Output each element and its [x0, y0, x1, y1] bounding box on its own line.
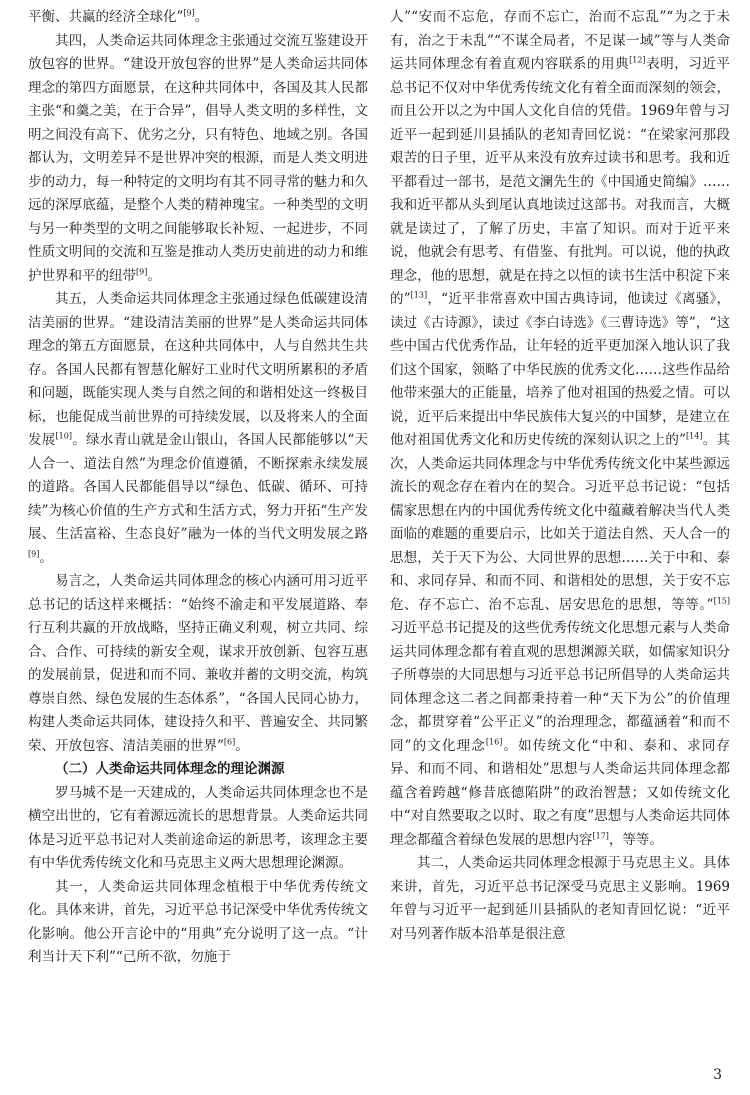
paragraph-text: 。如传统文化“中和、泰和、求同存异、和而不同、和谐相处”思想与人类命运共同体理念都蕴含着跨越“修昔底德陷阱”的政治智慧；又如传统文化中“对自然要取之以时、取之有度”思想与人类命运共同体理念都蕴含着绿色发展的思想内容 — [390, 737, 731, 848]
citation-ref: [12] — [629, 55, 646, 65]
paragraph-text: 习近平总书记提及的这些优秀传统文化思想元素与人类命运共同体理念都有着直观的思想渊源关联，如儒家知识分子所尊崇的大同思想与习近平总书记所倡导的人类命运共同体理念这二者之间都秉持着一种“天下为公”的价值理念，都贯穿着“公平正义”的治理理念，都蕴涵着“和而不同”的文化理念 — [390, 620, 730, 754]
paragraph-text: 易言之，人类命运共同体理念的核心内涵可用习近平总书记的话这样来概括：“始终不渝走和平发展道路、奉行互利共赢的开放战略，坚持正确义利观，树立共同、综合、合作、可持续的新安全观，谋求开放创新、包容互惠的发展前景，促进和而不同、兼收并蓄的文明交流，构筑尊崇自然、绿色发展的生态体系”，“各国人民同心协力，构建人类命运共同体，建设持久和平、普遍安全、共同繁荣、开放包容、清洁美丽的世界” — [28, 573, 368, 754]
section-heading: （二）人类命运共同体理念的理论渊源 — [55, 761, 285, 777]
paragraph-text: 其五，人类命运共同体理念主张通过绿色低碳建设清洁美丽的世界。“建设清洁美丽的世界”是人类命运共同体理念的第五方面愿景，在这种共同体中，人与自然共生共存。各国人民都有智慧化解好工业时代文明所累积的矛盾和问题，既能实现人类与自然之间的和谐相处这一终极目标，也能促成当前世界的可持续发展，以及将来人的全面发展 — [28, 291, 368, 448]
citation-ref: [16] — [485, 737, 503, 746]
paragraph-text: 。 — [194, 9, 209, 25]
paragraph-text: 。绿水青山就是金山银山，各国人民都能够以“天人合一、道法自然”为理念价值遵循，不断探索永续发展的道路。各国人民都能倡导以“绿色、低碳、循环、可持续”为核心价值的生产方式和生活方式，努力开拓“生产发展、生活富裕、生态良好”融为一体的当代文明发展之路 — [28, 432, 368, 542]
citation-ref: [9] — [28, 549, 40, 558]
paragraph-text: 平衡、共赢的经济全球化” — [28, 9, 184, 25]
paragraph-text: 。 — [235, 737, 249, 754]
paragraph — [28, 288, 368, 570]
citation-ref: [9] — [136, 267, 148, 276]
paragraph — [390, 6, 730, 852]
paragraph-text: ，等等。 — [608, 831, 663, 848]
paragraph-text: ，“近平非常喜欢中国古典诗词，他读过《离骚》，读过《古诗源》，读过《李白诗选》《三曹诗选》等”，“这些中国古代优秀作品，让年轻的近平更加深入地认识了我们这个国家，领略了中华民族的优秀文化……这些作品给他带来强大的正能量，培养了他对祖国的热爱之情。可以说，近平后来提出中华民族伟大复兴的中国梦，是建立在他对祖国优秀文化和历史传统的深刻认识之上的” — [390, 291, 730, 448]
citation-ref: [14] — [686, 431, 703, 441]
page-number: 3 — [713, 1067, 722, 1083]
citation-ref: [10] — [55, 431, 72, 441]
paragraph-text: 。 — [147, 267, 161, 284]
paragraph-text: 。 — [39, 549, 53, 566]
paragraph: 其二，人类命运共同体理念根源于马克思主义。具体来讲，首先，习近平总书记深受马克思主义影响。1969年曾与习近平一起到延川县插队的老知青回忆说：“近平对马列著作版本沿革是很注意 — [390, 855, 730, 942]
paragraph-text: 其四，人类命运共同体理念主张通过交流互鉴建设开放包容的世界。“建设开放包容的世界”是人类命运共同体理念的第四方面愿景，在这种共同体中，各国及其人民都主张“和羹之美，在于合异”，倡导人类文明的多样性，文明之间没有高下、优劣之分，只有特色、地域之别。各国都认为，文明差异不是世界冲突的根源，而是人类文明进步的动力，每一种特定的文明均有其不同寻常的魅力和久远的深厚底蕴，是整个人类的精神瑰宝。一种类型的文明与另一种类型的文明之间能够取长补短、一起进步，不同性质文明间的交流和互鉴是推动人类历史前进的动力和维护世界和平的纽带 — [28, 32, 368, 284]
citation-ref: [6] — [223, 737, 236, 746]
paragraph-text: 人”“安而不忘危，存而不忘亡，治而不忘乱”“为之于未有，治之于未乱”“不谋全局者，不足谋一域”等与人类命运共同体理念有着直观内容联系的用典 — [390, 9, 730, 72]
paragraph-text: 。其次，人类命运共同体理念与中华优秀传统文化中某些源远流长的观念存在着内在的契合。习近平总书记说：“包括儒家思想在内的中国优秀传统文化中蕴藏着解决当代人类面临的难题的重要启示，比如关于道法自然、天人合一的思想，关于天下为公、大同世界的思想……关于中和、泰和、求同存异、和而不同、和谐相处的思想，关于安不忘危、存不忘亡、治不忘乱、居安思危的思想，等等。” — [390, 432, 731, 613]
paragraph — [28, 6, 368, 30]
citation-ref: [13] — [410, 290, 428, 300]
citation-ref: [9] — [183, 8, 195, 18]
citation-ref: [15] — [713, 596, 730, 605]
citation-ref: [17] — [592, 831, 609, 840]
paragraph — [28, 30, 368, 289]
left-column — [28, 6, 368, 970]
paragraph: 罗马城不是一天建成的，人类命运共同体理念也不是横空出世的，它有着源远流长的思想背景。人类命运共同体是习近平总书记对人类前途命运的新思考，该理念主要有中华优秀传统文化和马克思主义两大思想理论渊源。 — [28, 784, 368, 871]
paragraph: 其一，人类命运共同体理念植根于中华优秀传统文化。具体来讲，首先，习近平总书记深受中华优秀传统文化影响。他公开言论中的“用典”充分说明了这一点。“计利当计天下利”“己所不欲，勿施于 — [28, 878, 368, 965]
paragraph — [28, 570, 368, 758]
paragraph-text: 表明，习近平总书记不仅对中华优秀传统文化有着全面而深刻的领会，而且公开以之为中国人文化自信的凭借。1969年曾与习近平一起到延川县插队的老知青回忆说：“在梁家河那段艰苦的日子里，近平从来没有放弃过读书和思考。我和近平都看过一部书，是范文澜先生的《中国通史简编》……我和近平都从头到尾认真地读过这部书。对我而言，大概就是读过了，了解了历史，丰富了知识。而对于近平来说，他就会有思考、有借鉴、有批判。可以说，他的执政理念，他的思想，就是在持之以恒的读书生活中积淀下来的” — [390, 56, 731, 307]
right-column — [390, 6, 730, 946]
